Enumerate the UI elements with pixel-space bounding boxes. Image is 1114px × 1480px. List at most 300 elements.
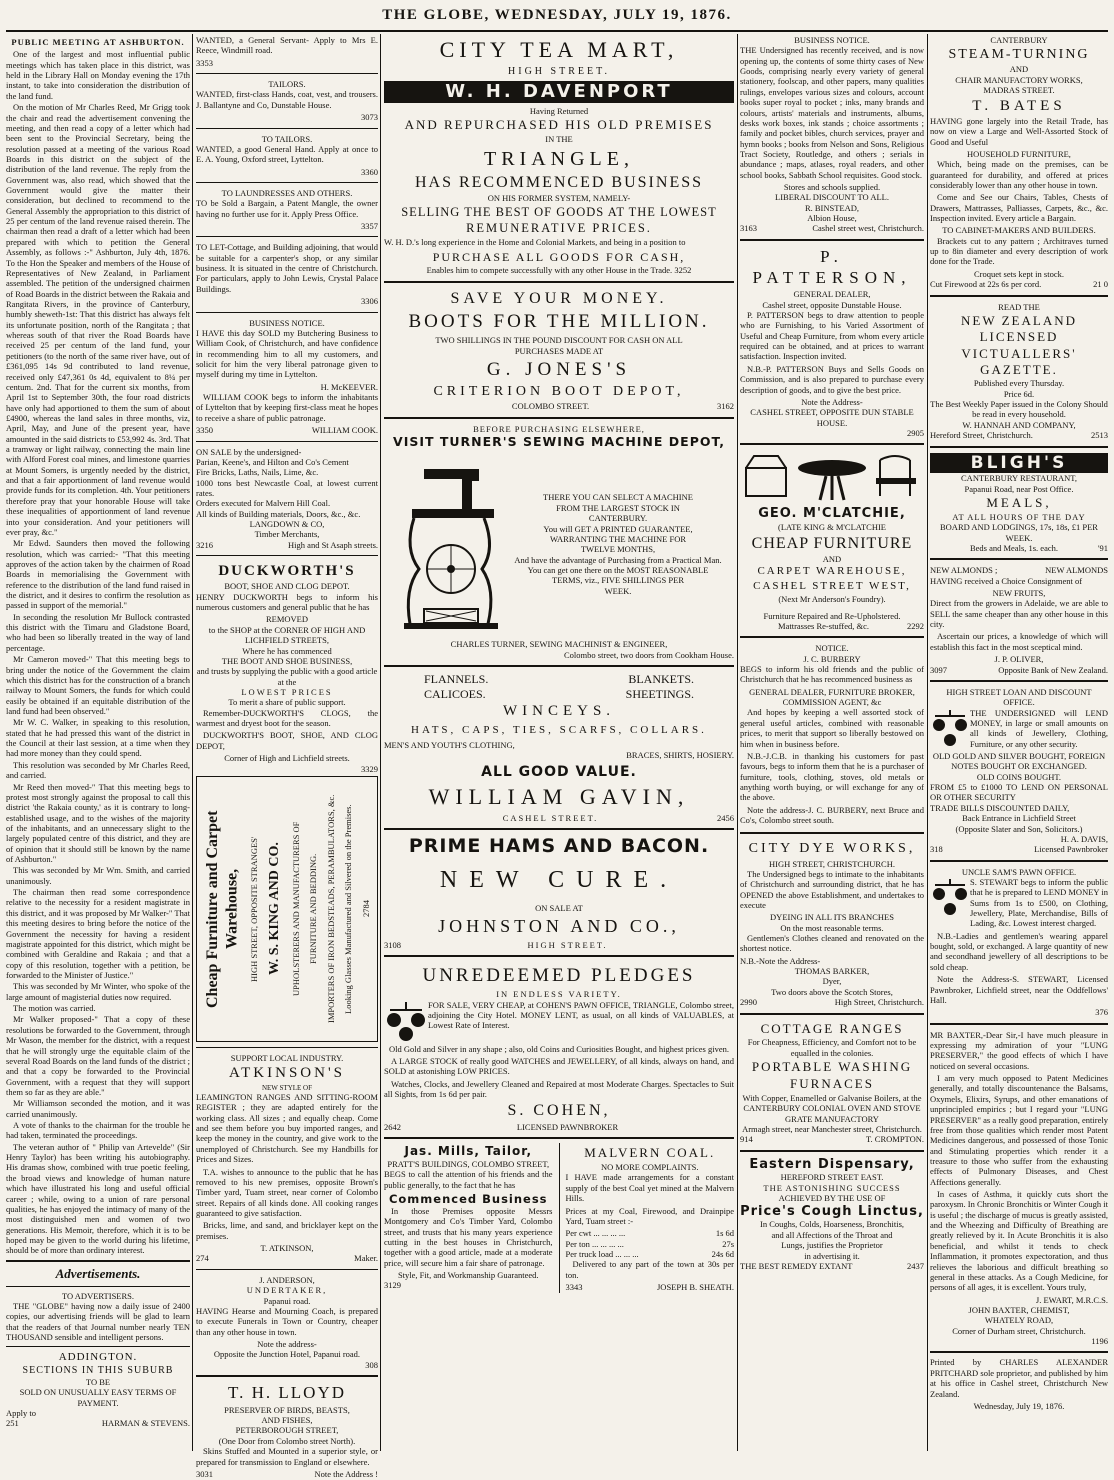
ad-line: TRIANGLE, xyxy=(484,147,634,170)
ad-line: Papanui road. xyxy=(263,1295,311,1306)
ad-line: THE ASTONISHING SUCCESS xyxy=(763,1182,901,1193)
ad-line: ON SALE by the undersigned- xyxy=(196,446,302,457)
gavin-ad xyxy=(384,671,734,824)
addington-line: SECTIONS IN THIS SUBURB xyxy=(22,1364,174,1376)
ad-number: 318 xyxy=(930,844,943,855)
price-value: 24s 6d xyxy=(711,1248,734,1259)
ad-line: AND xyxy=(1009,64,1029,75)
ad-line: CANTERBURY. xyxy=(588,513,648,524)
ad-line: G. JONES'S xyxy=(486,359,632,381)
anderson-ad xyxy=(196,1274,378,1371)
atkinson-ad xyxy=(196,1052,378,1265)
article-paragraph: In seconding the resolution Mr Bullock contrasted this district with the Timaru and Gladstone Board, who had been so liberally treated in the way of land percentage. xyxy=(6,611,190,653)
ad-line: BEFORE PURCHASING ELSEWHERE, xyxy=(473,423,645,434)
ad-lines xyxy=(196,447,378,520)
ad-line: FURNITURE AND BEDDING. xyxy=(308,853,319,964)
signature: H. A. DAVIS, xyxy=(1060,833,1108,844)
ad-line: (One Door from Colombo street North). xyxy=(218,1435,356,1446)
ad-subtitle: UNDERTAKER, xyxy=(246,1285,328,1296)
ad-line: CARPET WAREHOUSE, xyxy=(757,565,907,578)
ad-number: 3129 xyxy=(384,1280,401,1291)
imprint-date: Wednesday, July 19, 1876. xyxy=(973,1400,1065,1411)
ad-line: Price 6d. xyxy=(1003,388,1035,399)
divider xyxy=(740,1150,924,1152)
ad-line: TRADE BILLS DISCOUNTED DAILY, xyxy=(930,802,1070,813)
burbery-ad xyxy=(740,642,924,828)
ad-text: P. PATTERSON begs to draw attention to people who are Furnishing, to his Varied Assortment of Useful and Cheap Furniture, from whom every article required can be obtained, and at prices to warrant satisfaction. Inspection invited. xyxy=(740,310,924,362)
divider xyxy=(6,1286,190,1287)
ad-number: '91 xyxy=(1097,542,1108,553)
ad-title: NOTICE. xyxy=(815,643,849,654)
ad-line: Colombo street, two doors from Cookham House. xyxy=(564,649,734,660)
ad-line: ON HIS FORMER SYSTEM, NAMELY- xyxy=(487,193,631,204)
ad-number: 3353 xyxy=(196,57,213,68)
ad-text: N.B.-P. PATTERSON Buys and Sells Goods on Commission, and is also prepared to purchase every description of goods, and to give the best price. xyxy=(740,363,924,395)
ad-line: AT ALL HOURS OF THE DAY xyxy=(952,511,1086,522)
ad-text: N.B.-J.C.B. in thanking his customers for past favours, begs to inform them that he is a purchaser of furniture, tools, clothing, stoves, old metals or anything worth buying, or will exchange for any of the above. xyxy=(740,750,924,803)
ad-title: Jas. Mills, Tailor, xyxy=(404,1144,533,1159)
ad-text: HENRY DUCKWORTH begs to inform his numerous customers and general public that he has xyxy=(196,591,378,613)
ad-text: TO LET-Cottage, and Building adjoining, that would be suitable for a carpenter's shop, or any similar business. It is situated in the centre of Christchurch. For particulars, apply to John Lewis, Crystal Palace Buildings. xyxy=(196,242,378,294)
ad-line: CRITERION BOOT DEPOT, xyxy=(433,384,685,400)
ad-line: THERE YOU CAN SELECT A MACHINE xyxy=(543,492,693,503)
ad-text: Bricks, lime, and sand, and bricklayer kept on the premises. xyxy=(196,1220,378,1241)
ad-line: On the most reasonable terms. xyxy=(780,922,884,933)
ad-line: JOHNSTON AND CO., xyxy=(438,915,680,936)
column-4 xyxy=(740,34,924,1453)
ad-line: WINCEYS. xyxy=(502,703,616,720)
article-paragraph: Mr Walker proposed-" That a copy of these resolutions be forwarded to the Government, through Mr Wason, the member for the district, with a request that he will strongly urge the equitable claim of the several Road Boards on the land funds of the district ; and that a copy be forwarded to the Provincial Government, with a request that they will support them so far as they are able." xyxy=(6,1014,190,1097)
divider xyxy=(196,1047,378,1048)
mclatchie-ad xyxy=(740,449,924,632)
article-paragraph: Mr Edwd. Saunders then moved the following resolution, which was carried:- "That this meeting approves of the action taken by the chairmen of Road Boards in memorialising the Government with reference to the distribution of the land fund raised in the district, and it desires to confirm the resolution as passed in support of the memorial." xyxy=(6,538,190,611)
ad-title: SAVE YOUR MONEY. xyxy=(450,289,668,307)
ad-line: BOOTS FOR THE MILLION. xyxy=(408,311,710,333)
ad-line: WARRANTING THE MACHINE FOR xyxy=(549,533,687,544)
ad-number: 3031 xyxy=(196,1468,213,1479)
addington-line: TO BE xyxy=(85,1376,111,1387)
ad-line: Beds and Meals, 1s. each. xyxy=(969,542,1058,553)
article-title: PUBLIC MEETING AT ASHBURTON. xyxy=(11,37,185,47)
ad-line: Looking Glasses Manufactured and Silvered on the Premises. xyxy=(343,804,354,1014)
ad-number: 1196 xyxy=(1091,1336,1108,1347)
ad-line: Corner of Durham street, Christchurch. xyxy=(952,1325,1086,1336)
signature: T. ATKINSON, xyxy=(260,1243,314,1254)
price-row xyxy=(566,1228,735,1238)
ad-title: WILLIAM GAVIN, xyxy=(428,783,690,809)
divider xyxy=(384,665,734,667)
oliver-ad xyxy=(930,564,1108,676)
davenport-ad xyxy=(384,34,734,277)
ad-number: 308 xyxy=(365,1359,378,1370)
article-paragraph: Mr Reed then moved-" That this meeting begs to protest most strongly against the proposal to call this district 'the Rakaia county,' as it is contrary to long-established usage, and to the wishes of the majority of the inhabitants, and an unnecessary slight to the largely populated centre of this district, and they are of opinion that it should still be known by the name of Ashburton." xyxy=(6,781,190,865)
ad-text: Old Gold and Silver in any shape ; also, old Coins and Curiosities Bought, and highest prices given. xyxy=(389,1043,729,1054)
ad-line: AND REPURCHASED HIS OLD PREMISES xyxy=(404,117,714,133)
ad-title: TAILORS. xyxy=(268,79,306,90)
ad-number: 251 xyxy=(6,1418,19,1429)
price-item: Per ton ... ... ... ... xyxy=(565,1238,624,1249)
ad-subtitle: GENERAL DEALER, xyxy=(793,289,871,300)
ad-line: CANTERBURY RESTAURANT, xyxy=(961,473,1077,484)
ad-title: GEO. M'CLATCHIE, xyxy=(758,506,906,522)
divider xyxy=(740,832,924,834)
ad-text: WANTED, first-class Hands, coat, vest, and trousers. J. Ballantyne and Co, Dunstable House. xyxy=(196,89,378,110)
ad-line: to the SHOP at the CORNER OF HIGH AND LICHFIELD STREETS, xyxy=(208,624,366,646)
to-advertisers-heading: TO ADVERTISERS. xyxy=(61,1290,135,1301)
butcher-ad xyxy=(196,317,378,437)
ad-title: VICTUALLERS' GAZETTE. xyxy=(961,345,1077,377)
divider xyxy=(384,828,734,830)
signature: JOSEPH B. SHEATH. xyxy=(657,1282,734,1293)
ad-line: You can get one there on the MOST REASONABLE xyxy=(527,565,709,575)
ad-text: LEAMINGTON RANGES AND SITTING-ROOM REGISTER ; they are adapted entirely for the working class. All sizes ; and equally cheap. Come and see them before you buy imported ranges, and keep the money in the country, and give work to the unemployed of Christchurch. See my Handbills for Prices and Sizes. xyxy=(196,1092,378,1165)
ad-number: 2456 xyxy=(717,812,734,823)
ad-text: I am very much opposed to Patent Medicines generally, and totally discountenance the Balsams, Oxymels, Elixirs, Syrups, and other emanations of unprincipled empirics ; but I regard your "LUNG PRESERVER" as a really good preparation, entirely free from those qualities which render most Patent Medicines dangerous, and possessed of those Tonic and Stimulating properties which render it a treasure to those who suffer from the exhausting effects of Pulmonary Diseases, and Chest Affections generally. xyxy=(930,1073,1108,1187)
ad-line: Papanui Road, near Post Office. xyxy=(964,483,1074,494)
ad-line: FROM THE LARGEST STOCK IN xyxy=(556,502,680,513)
divider xyxy=(930,558,1108,560)
ad-title: BUSINESS NOTICE. xyxy=(249,317,325,328)
ad-number: 3343 xyxy=(565,1282,583,1293)
mills-ad xyxy=(384,1143,553,1293)
ad-line: GENERAL DEALER, FURNITURE BROKER, COMMISSION AGENT, &c xyxy=(749,686,915,708)
ad-line: Price's Cough Linctus, xyxy=(740,1203,924,1219)
divider xyxy=(740,636,924,638)
ad-line: N.B.-Note the Address- xyxy=(740,955,821,966)
ad-line: CASHEL STREET, OPPOSITE DUN STABLE HOUSE. xyxy=(750,407,914,428)
baxter-ad xyxy=(930,1029,1108,1348)
globe-notice: THE "GLOBE" having now a daily issue of 2400 copies, our advertising friends will be glad to learn that the readers of that Journal number nearly TEN THOUSAND sensible and intelligent persons. xyxy=(6,1300,190,1342)
ad-number: 3306 xyxy=(361,296,378,307)
divider xyxy=(930,1351,1108,1353)
column-divider xyxy=(927,34,928,1451)
ad-line: PURCHASE ALL GOODS FOR CASH, xyxy=(432,249,686,264)
ad-line: WHATELY ROAD, xyxy=(984,1315,1054,1326)
bligh-ad xyxy=(930,452,1108,555)
laundress-ad xyxy=(196,187,378,232)
ad-line: Albion House, xyxy=(807,213,857,224)
ad-text: Direct from the growers in Adelaide, we are able to SELL the same cheaper than any other house in this city. xyxy=(930,598,1108,630)
ad-line: TERMS, viz., FIVE SHILLINGS PER xyxy=(552,575,684,586)
ad-line: NEW ALMONDS xyxy=(1045,565,1108,576)
ad-line: SELLING THE BEST OF GOODS AT THE LOWEST xyxy=(401,204,717,219)
ad-number: 3360 xyxy=(361,166,378,177)
pawnbroker-balls-icon xyxy=(930,877,970,931)
ad-text: W. H. D.'s long experience in the Home and Colonial Markets, and being in a position to xyxy=(384,237,686,248)
divider xyxy=(930,1023,1108,1025)
cottage-ad xyxy=(196,241,378,307)
firm-role: Timber Merchants, xyxy=(254,529,320,540)
divider xyxy=(6,1260,190,1262)
ad-title: TO LAUNDRESSES AND OTHERS. xyxy=(221,187,353,198)
price-value: 27s xyxy=(722,1238,734,1249)
ad-text: Which, being made on the premises, can be guaranteed for durability, and offered at prices considerably lower than any other house in town. xyxy=(930,159,1108,190)
ad-text: S. STEWART begs to inform the public that he is prepared to LEND MONEY in Sums from 1s to £500, on Clothing, Jewellery, Plate, Merchandise, Bills of Lading, &c. Lowest interest charged. xyxy=(970,876,1108,929)
ad-line: Corner of High and Lichfield streets. xyxy=(224,753,350,764)
ad-line: Back Entrance in Lichfield Street xyxy=(962,813,1076,824)
ad-text: THE Undersigned has recently received, and is now opening up, the contents of some thirty cases of New Goods, comprising nearly every variety of general stationery, foolscap, and other papers, many qualities rulings, envelopes various sizes and colours, account books super royal to pocket ; inks, many brands and colours, artists' materials and instruments, albums, desks work boxes, ink stands ; choice assortments ; family and pocket bibles, church services, prayer and hymn books ; books from Nelson and Sons, Religious Tract Society, Routledge, and others ; serials in abundance ; maps, atlases, royal readers, and other school books, Sabbath School requisites. Good stock. xyxy=(740,45,924,180)
binstead-ad xyxy=(740,34,924,235)
article-paragraph: Mr W. C. Walker, in speaking to this resolution, stated that he had pressed this want of the district in the Council at their last session, at a time when they had more money than they could spend. xyxy=(6,717,190,759)
tailors-ad xyxy=(196,78,378,123)
ad-title: UNCLE SAM'S PAWN OFFICE. xyxy=(961,866,1077,877)
ad-line: PETERBOROUGH STREET, xyxy=(235,1425,339,1436)
column-1 xyxy=(6,34,190,1453)
divider xyxy=(384,955,734,957)
dispensary-ad xyxy=(740,1156,924,1273)
ad-line: MEN'S AND YOUTH'S CLOTHING, xyxy=(384,739,515,750)
vertical-ad-block xyxy=(196,776,378,1042)
ad-line: Cheap Furniture and Carpet Warehouse, xyxy=(203,810,241,1008)
ad-text: DUCKWORTH'S BOOT, SHOE, AND CLOG DEPOT, xyxy=(196,730,378,751)
ad-line: Dyer, xyxy=(822,976,842,987)
ad-line: WEEK. xyxy=(604,585,632,596)
price-row xyxy=(566,1249,735,1259)
divider xyxy=(196,128,378,129)
signature: H. McKEEVER. xyxy=(320,381,378,392)
divider xyxy=(6,1346,190,1347)
ad-text: WILLIAM COOK begs to inform the inhabitants of Lyttelton that by keeping first-class meat he hopes to receive a share of public patronage. xyxy=(196,392,378,423)
ad-title: MALVERN COAL. xyxy=(584,1145,716,1161)
ad-text: Note the Address-S. STEWART, Licensed Pawnbroker, Lichfield street, near the Oddfellows' Hall. xyxy=(930,974,1108,1005)
ad-line: The Best Weekly Paper issued in the Colony Should be read in every household. xyxy=(930,399,1108,420)
divider xyxy=(196,555,378,556)
price-item: Per truck load ... ... ... xyxy=(565,1248,639,1259)
ad-text: WANTED, a good General Hand. Apply at once to E. A. Young, Oxford street, Lyttelton. xyxy=(196,143,378,165)
ad-text: Come and See our Chairs, Tables, Chests of Drawers, Mattrasses, Palliasses, Carpets, &c., &c. Inspection invited. Every article a Bargain. xyxy=(930,192,1108,224)
ad-line: LIBERAL DISCOUNT TO ALL. xyxy=(775,192,889,203)
ad-line: R. BINSTEAD, xyxy=(804,202,860,213)
ad-number: 2905 xyxy=(907,427,924,438)
ad-line: IMPORTERS OF IRON BEDSTEADS, PERAMBULATORS, &c. xyxy=(325,794,336,1024)
ad-text: Prices at my Coal, Firewood, and Drainpipe Yard, Tuam street :- xyxy=(565,1205,734,1226)
ad-line: HIGH STREET. xyxy=(527,939,608,950)
article-paragraph: This was seconded by Mr Wm. Smith, and carried unanimously. xyxy=(6,865,190,886)
ad-text: Remember-DUCKWORTH'S CLOGS, the warmest and dryest boot for the season. xyxy=(196,707,378,729)
king-furniture-ad xyxy=(196,775,378,1043)
ad-line: BOARD AND LODGINGS, 17s, 18s, £1 PER WEEK. xyxy=(940,522,1098,543)
ad-text: WANTED, a General Servant- Apply to Mrs E. Reece, Windmill road. xyxy=(196,35,378,56)
ad-line: (Opposite Slater and Son, Solicitors.) xyxy=(955,823,1083,834)
ad-line: PORTABLE WASHING xyxy=(751,1059,913,1075)
ad-line: Furniture Repaired and Re-Upholstered. xyxy=(763,610,901,621)
masthead-rule xyxy=(6,30,1108,32)
ad-line: CHAIR MANUFACTORY WORKS, xyxy=(955,74,1083,85)
ad-line: NEW FRUITS, xyxy=(992,587,1046,598)
ad-text: FOR SALE, VERY CHEAP, at COHEN'S PAWN OFFICE, TRIANGLE, Colombo street, adjoining the City Hotel. MONEY LENT, as usual, on all kinds of VALUABLES, at Lowest Rate of Interest. xyxy=(428,999,734,1031)
ad-subtitle: HEREFORD STREET EAST. xyxy=(780,1172,884,1183)
ad-line: (Next Mr Anderson's Foundry). xyxy=(778,594,886,605)
patterson-ad xyxy=(740,245,924,440)
ad-title: CITY TEA MART, xyxy=(439,37,679,62)
firm-address: High and St Asaph streets. xyxy=(288,539,378,550)
article-paragraph: This resolution was seconded by Mr Charles Reed, and carried. xyxy=(6,759,190,781)
divider xyxy=(930,860,1108,862)
ad-line: NEW CURE. xyxy=(439,867,679,894)
masthead: THE GLOBE, WEDNESDAY, JULY 19, 1876. xyxy=(382,7,732,23)
ad-line: CANTERBURY xyxy=(990,35,1048,45)
ad-text: MR BAXTER,-Dear Sir,-I have much pleasure in expressing my admiration of your "LUNG PRESERVER," the good effects of which I have noticed on several occasions. xyxy=(930,1029,1108,1071)
ad-title: DUCKWORTH'S xyxy=(218,563,356,580)
signature: J. EWART, M.R.C.S. xyxy=(1035,1294,1108,1305)
ad-line: REMUNERATIVE PRICES. xyxy=(466,221,652,236)
ad-line: CHARLES TURNER, SEWING MACHINIST & ENGINEER, xyxy=(450,639,668,650)
ad-line: CHEAP FURNITURE xyxy=(751,534,913,552)
ad-text: I HAVE this day SOLD my Butchering Business to William Cook, of Christchurch, and have confidence in recommending him to all my customers, and solicit for him the very liberal patronage given to myself during my time in Lyttelton. xyxy=(196,327,378,380)
ad-line: in advertising it. xyxy=(804,1250,860,1261)
divider xyxy=(930,680,1108,682)
signature: T. CROMPTON. xyxy=(865,1134,924,1145)
agent-name: HARMAN & STEVENS. xyxy=(101,1418,190,1429)
ad-line: ON SALE AT xyxy=(535,903,583,914)
addington-title: ADDINGTON. xyxy=(58,1351,138,1364)
signature: WILLIAM COOK. xyxy=(311,425,378,436)
ad-line: and all Affections of the Throat and xyxy=(771,1229,893,1240)
ad-name-banner: BLIGH'S xyxy=(930,453,1108,474)
ad-line: REMOVED xyxy=(265,614,309,625)
ad-number: 376 xyxy=(1095,1007,1108,1018)
column-2 xyxy=(196,34,378,1479)
signature-role: Maker. xyxy=(354,1253,378,1264)
ad-line: BLANKETS. xyxy=(628,672,694,686)
divider xyxy=(740,443,924,445)
ad-line: MEALS, xyxy=(986,494,1052,510)
ad-line: DYEING IN ALL ITS BRANCHES xyxy=(770,912,894,923)
ad-line: TWO SHILLINGS IN THE POUND DISCOUNT FOR CASH ON ALL xyxy=(435,335,683,346)
ad-line: FURNACES xyxy=(790,1075,874,1091)
divider xyxy=(384,1137,734,1139)
ad-number: 3329 xyxy=(361,763,378,774)
ad-line: Armagh street, near Manchester street, Christchurch. xyxy=(742,1123,922,1134)
ad-title: S. COHEN, xyxy=(507,1102,611,1120)
langdown-ad xyxy=(196,446,378,552)
ad-line: Cut Firewood at 22s 6s per cord. xyxy=(930,279,1042,290)
ad-text: A LARGE STOCK of really good WATCHES and JEWELLERY, of all kinds, always on hand, and SOLD at astonishing LOW PRICES. xyxy=(384,1055,734,1077)
ad-line: and trusts by supplying the public with a good article at the xyxy=(196,666,378,687)
ad-title: NEW ZEALAND LICENSED xyxy=(961,312,1077,344)
column-divider xyxy=(737,34,738,1451)
ad-line: PURCHASES MADE AT xyxy=(514,345,604,356)
ad-line: Two doors above the Scotch Stores, xyxy=(771,986,893,997)
ad-line: Commenced Business xyxy=(388,1191,548,1206)
article-paragraph: The motion was carried. xyxy=(13,1003,96,1014)
ad-line: THE BOOT AND SHOE BUSINESS, xyxy=(221,655,353,666)
ad-line: All kinds of Building materials, Doors, &c., &c. xyxy=(196,508,361,519)
ad-line: HIGH STREET, OPPOSITE STRANGES' xyxy=(248,836,259,982)
divider xyxy=(196,73,378,74)
pawnbroker-balls-icon xyxy=(930,708,970,751)
article-paragraph: Mr Cameron moved-" That this meeting begs to bring under the notice of the Government the claim which this district has for the construction of a branch railway to Mount Somers, the funds for which could easily be obtained if an equitable distribution of the land fund had been observed." xyxy=(6,654,190,716)
ad-line: Having Returned xyxy=(529,105,589,116)
ad-subtitle: (LATE KING & M'CLATCHIE xyxy=(777,522,886,533)
ad-line: Opposite the Junction Hotel, Papanui road. xyxy=(213,1349,361,1360)
ad-subtitle: NEW STYLE OF xyxy=(261,1083,313,1092)
ad-line: Stores and schools supplied. xyxy=(783,182,881,193)
ad-title: HIGH STREET LOAN AND DISCOUNT OFFICE. xyxy=(946,686,1092,708)
divider xyxy=(196,1375,378,1377)
hams-ad xyxy=(384,834,734,951)
article-paragraph: Mr Williamson seconded the motion, and it was carried unanimously. xyxy=(6,1098,190,1119)
ad-number: 2784 xyxy=(360,900,371,918)
divider xyxy=(559,1143,560,1293)
divider xyxy=(196,236,378,237)
ad-line: Parian, Keene's, and Hilton and Co's Cement xyxy=(196,456,349,467)
ad-line: SUPPORT LOCAL INDUSTRY. xyxy=(230,1052,344,1063)
ad-text: Skins Stuffed and Mounted in a superior style, or prepared for transmission to England or elsewhere. xyxy=(196,1446,378,1467)
ad-number: 914 xyxy=(740,1134,753,1145)
ad-line: AND xyxy=(822,554,842,565)
sewing-machine-illustration xyxy=(384,449,502,639)
ad-line: OLD GOLD AND SILVER BOUGHT, FOREIGN NOTES BOUGHT OR EXCHANGED. xyxy=(932,751,1106,772)
ad-text: In cases of Asthma, it quickly cuts short the paroxysm. In Chronic Bronchitis or Winter Cough it is useful ; the discharge of mucus is greatly assisted, and the Wheezing and Difficulty of Breathing are greatly relieved by it. In Acute Bronchitis it is also beneficial, and whilst it tends to check Inflammation, it promotes expectoration, and thus relieves the laborious and difficult breathing so general in these attacks. As a Cough Medicine, for persons of all ages, it is excellent. Yours truly, xyxy=(930,1189,1108,1293)
ad-text: Note the address-J. C. BURBERY, next Bruce and Co's, Colombo street south. xyxy=(740,804,924,826)
ad-number: 21 0 xyxy=(1093,279,1108,290)
stewart-ad xyxy=(930,866,1108,1019)
cohen-ad xyxy=(384,961,734,1133)
jones-ad xyxy=(384,287,734,413)
ad-number: 3350 xyxy=(196,425,213,436)
ad-line: In Coughs, Colds, Hoarseness, Bronchitis, xyxy=(759,1219,905,1230)
ad-lines xyxy=(502,492,734,596)
ad-line: Published every Thursday. xyxy=(973,378,1065,389)
ad-line: To merit a share of public support. xyxy=(228,697,346,708)
ad-line: THE BEST REMEDY EXTANT xyxy=(740,1260,853,1271)
divider xyxy=(930,446,1108,448)
ad-line: TO CABINET-MAKERS AND BUILDERS. xyxy=(942,225,1096,236)
ad-line: LICENSED PAWNBROKER xyxy=(516,1121,619,1132)
ad-line: READ THE xyxy=(998,301,1040,312)
ad-line: IN THE xyxy=(545,134,573,145)
lloyd-ad xyxy=(196,1381,378,1480)
ad-line: FROM £5 to £1000 TO LEND ON PERSONAL OR OTHER SECURITY xyxy=(930,782,1108,803)
ad-line: CALICOES. xyxy=(424,686,486,701)
ad-number: 3163 xyxy=(740,223,757,234)
ad-text: BEGS to inform his old friends and the public of Christchurch that he has recommenced business as xyxy=(740,664,924,685)
davis-ad xyxy=(930,686,1108,856)
price-list xyxy=(566,1228,735,1259)
divider xyxy=(740,1013,924,1015)
bates-ad xyxy=(930,34,1108,291)
ad-text: T.A. wishes to announce to the public that he has removed to his new premises, opposite Brown's Timber yard, Tuam street, near corner of Colombo street. Repairs of all kinds done. All cooking ranges guaranteed to give satisfaction. xyxy=(196,1166,378,1218)
malvern-coal-ad xyxy=(566,1143,735,1293)
article-paragraph: A vote of thanks to the chairman for the trouble he had taken, terminated the proceedings. xyxy=(6,1120,190,1141)
turner-ad xyxy=(384,423,734,661)
ad-line: AND FISHES, xyxy=(261,1415,313,1426)
ad-line: You will GET A PRINTED GUARANTEE, xyxy=(543,523,693,534)
ad-line: Cashel street west, Christchurch. xyxy=(812,223,924,234)
column-5 xyxy=(930,34,1108,1453)
ad-title: COTTAGE RANGES xyxy=(760,1020,904,1036)
divider xyxy=(930,295,1108,297)
ad-line: ALL GOOD VALUE. xyxy=(481,763,637,780)
article-body xyxy=(6,49,190,1255)
ad-line: W. HANNAH AND COMPANY, xyxy=(962,419,1076,430)
firm-name: LANGDOWN & CO, xyxy=(249,519,325,530)
ad-line: Where he has commenced xyxy=(242,645,332,656)
article-paragraph: The veteran author of " Philip van Artevelde" (Sir Henry Taylor) has been writing his autobiography. His dramas show, combined with true poetic feeling, the broad views and knowledge of human nature which have illustrated his long and useful official career ; while, owing to a union of rare personal qualities, he has enjoyed the intimacy of many of the most distinguished men and women of two generations. His Memoir, therefore, which it is to be hoped may be given to the world during his lifetime, should be of more than ordinary interest. xyxy=(6,1141,190,1256)
ad-line: ACHIEVED BY THE USE OF xyxy=(778,1193,886,1204)
addington-apply: Apply to xyxy=(6,1408,36,1419)
divider xyxy=(384,281,734,283)
ad-line: Hereford Street, Christchurch. xyxy=(930,430,1033,441)
ad-subtitle: IN ENDLESS VARIETY. xyxy=(496,989,622,1000)
divider xyxy=(384,417,734,419)
ad-line: Cashel street, opposite Dunstable House. xyxy=(762,299,902,310)
ad-text: HAVING received a Choice Consignment of xyxy=(930,575,1083,586)
ad-title: STEAM-TURNING xyxy=(948,47,1090,63)
ad-line: Croquet sets kept in stock. xyxy=(974,268,1064,279)
ad-line: For Cheapness, Efficiency, and Comfort not to be equalled in the colonies. xyxy=(747,1037,917,1058)
